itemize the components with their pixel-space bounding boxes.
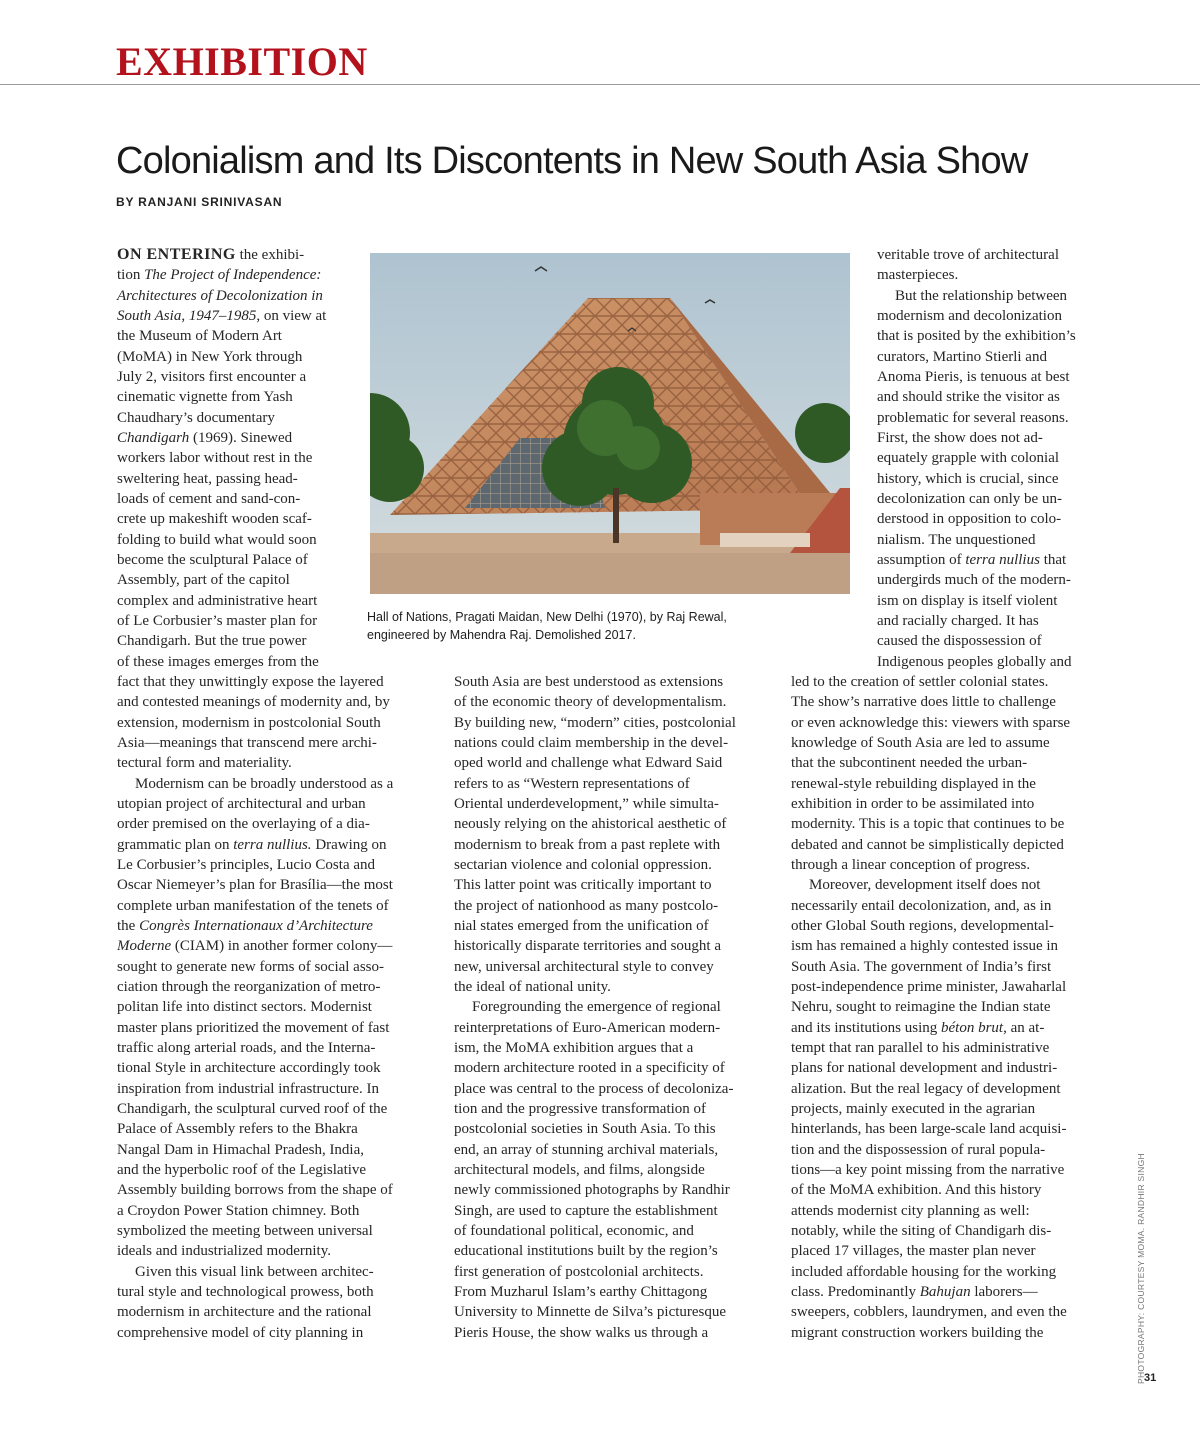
text-line: traffic along arterial roads, and the Interna- xyxy=(117,1040,376,1056)
text-line: historically disparate territories and sought a xyxy=(454,938,722,954)
text-line: loads of cement and sand-con- xyxy=(117,491,301,507)
text-line: South Asia are best understood as extensions xyxy=(454,674,724,690)
text-line: included affordable housing for the working xyxy=(791,1264,1057,1280)
text-line: and its institutions using béton brut, an at- xyxy=(791,1020,1045,1036)
text-line: that is posited by the exhibition’s xyxy=(877,328,1076,344)
text-line: tions—a key point missing from the narrative xyxy=(791,1162,1065,1178)
text-line: politan life into distinct sectors. Modernist xyxy=(117,999,372,1015)
text-line: July 2, visitors first encounter a xyxy=(117,369,307,385)
text-line: equately grapple with colonial xyxy=(877,450,1060,466)
text-line: alization. But the real legacy of development xyxy=(791,1081,1061,1097)
text-line: order premised on the overlaying of a dia- xyxy=(117,816,370,832)
text-line: and racially charged. It has xyxy=(877,613,1039,629)
text-line: class. Predominantly Bahujan laborers— xyxy=(791,1284,1038,1300)
text-line: From Muzharul Islam’s earthy Chittagong xyxy=(454,1284,708,1300)
text-line: assumption of terra nullius that xyxy=(877,552,1067,568)
text-line: masterpieces. xyxy=(877,267,959,283)
text-line: Chandigarh (1969). Sinewed xyxy=(117,430,293,446)
lead-in: ON ENTERING xyxy=(117,246,236,263)
text-line: notably, while the siting of Chandigarh dis- xyxy=(791,1223,1052,1239)
text-line: South Asia, 1947–1985, on view at xyxy=(117,308,327,324)
text-line: cinematic vignette from Yash xyxy=(117,389,293,405)
page-number: 31 xyxy=(1144,1372,1157,1384)
text-line: become the sculptural Palace of xyxy=(117,552,308,568)
text-line: sought to generate new forms of social asso- xyxy=(117,959,385,975)
text-line: This latter point was critically important to xyxy=(454,877,712,893)
text-line: complex and administrative heart xyxy=(117,593,318,609)
text-line: first generation of postcolonial architects. xyxy=(454,1264,704,1280)
text-line: new, universal architectural style to convey xyxy=(454,959,714,975)
text-line: Modernism can be broadly understood as a xyxy=(135,776,394,792)
text-line: and the hyperbolic roof of the Legislative xyxy=(117,1162,367,1178)
text-line: ON ENTERING the exhibi- xyxy=(117,246,305,263)
text-line: that the subcontinent needed the urban- xyxy=(791,755,1028,771)
text-line: exhibition in order to be assimilated into xyxy=(791,796,1035,812)
text-line: comprehensive model of city planning in xyxy=(117,1325,364,1341)
text-line: architectural models, and films, alongside xyxy=(454,1162,705,1178)
text-line: debated and cannot be simplistically depicted xyxy=(791,837,1064,853)
text-line: necessarily entail decolonization, and, as in xyxy=(791,898,1052,914)
text-line: grammatic plan on terra nullius. Drawing on xyxy=(117,837,387,853)
text-line: tempt that ran parallel to his administrative xyxy=(791,1040,1050,1056)
text-line: tion and the dispossession of rural popula- xyxy=(791,1142,1046,1158)
text-line: tural style and technological prowess, both xyxy=(117,1284,374,1300)
text-line: renewal-style rebuilding displayed in the xyxy=(791,776,1036,792)
text-line: postcolonial societies in South Asia. To this xyxy=(454,1121,716,1137)
text-line: Given this visual link between architec- xyxy=(135,1264,374,1280)
text-line: derstood in opposition to colo- xyxy=(877,511,1062,527)
text-line: caused the dispossession of xyxy=(877,633,1042,649)
text-line: history, which is crucial, since xyxy=(877,471,1059,487)
text-line: modernism to break from a past replete with xyxy=(454,837,721,853)
text-line: nial states emerged from the unification of xyxy=(454,918,709,934)
text-line: neously relying on the ahistorical aesthetic of xyxy=(454,816,727,832)
text-line: Chaudhary’s documentary xyxy=(117,410,275,426)
text-line: modernism and decolonization xyxy=(877,308,1062,324)
text-line: led to the creation of settler colonial states. xyxy=(791,674,1049,690)
byline: BY RANJANI SRINIVASAN xyxy=(116,195,283,209)
text-line: Moderne (CIAM) in another former colony— xyxy=(117,938,393,954)
text-line: ism on display is itself violent xyxy=(877,593,1058,609)
hall-of-nations-photo xyxy=(370,253,850,594)
text-line: tional Style in architecture accordingly took xyxy=(117,1060,381,1076)
text-line: other Global South regions, developmental- xyxy=(791,918,1054,934)
text-line: Le Corbusier’s principles, Lucio Costa and xyxy=(117,857,376,873)
text-line: master plans prioritized the movement of fast xyxy=(117,1020,390,1036)
text-line: Oscar Niemeyer’s plan for Brasília—the most xyxy=(117,877,393,893)
text-line: Architectures of Decolonization in xyxy=(117,288,323,304)
article-headline: Colonialism and Its Discontents in New South Asia Show xyxy=(116,140,1028,182)
text-line: sweepers, cobblers, laundrymen, and even the xyxy=(791,1304,1067,1320)
text-line: sweltering heat, passing head- xyxy=(117,471,298,487)
text-line: placed 17 villages, the master plan never xyxy=(791,1243,1036,1259)
text-line: of foundational political, economic, and xyxy=(454,1223,694,1239)
text-line: crete up makeshift wooden scaf- xyxy=(117,511,312,527)
text-line: projects, mainly executed in the agrarian xyxy=(791,1101,1036,1117)
text-line: Foregrounding the emergence of regional xyxy=(472,999,721,1015)
text-line: Chandigarh. But the true power xyxy=(117,633,307,649)
text-line: and should strike the visitor as xyxy=(877,389,1060,405)
text-line: tion and the progressive transformation of xyxy=(454,1101,707,1117)
text-line: inspiration from industrial infrastructure. In xyxy=(117,1081,380,1097)
text-line: knowledge of South Asia are led to assume xyxy=(791,735,1050,751)
text-line: of Le Corbusier’s master plan for xyxy=(117,613,318,629)
text-line: migrant construction workers building the xyxy=(791,1325,1044,1341)
text-line: Singh, are used to capture the establishment xyxy=(454,1203,718,1219)
text-line: University to Minnette de Silva’s picturesque xyxy=(454,1304,727,1320)
text-line: decolonization can only be un- xyxy=(877,491,1062,507)
text-line: plans for national development and industri- xyxy=(791,1060,1058,1076)
text-line: attends modernist city planning as well: xyxy=(791,1203,1030,1219)
text-line: Chandigarh, the sculptural curved roof of the xyxy=(117,1101,388,1117)
text-line: newly commissioned photographs by Randhir xyxy=(454,1182,730,1198)
text-line: curators, Martino Stierli and xyxy=(877,349,1047,365)
text-line: First, the show does not ad- xyxy=(877,430,1043,446)
text-line: tectural form and materiality. xyxy=(117,755,292,771)
text-line: extension, modernism in postcolonial South xyxy=(117,715,381,731)
text-line: workers labor without rest in the xyxy=(117,450,313,466)
text-line: Nangal Dam in Himachal Pradesh, India, xyxy=(117,1142,365,1158)
text-line: complete urban manifestation of the tenets of xyxy=(117,898,389,914)
text-line: Palace of Assembly refers to the Bhakra xyxy=(117,1121,358,1137)
text-line: Moreover, development itself does not xyxy=(809,877,1041,893)
text-line: or even acknowledge this: viewers with sparse xyxy=(791,715,1071,731)
text-line: and contested meanings of modernity and, by xyxy=(117,694,390,710)
text-line: post-independence prime minister, Jawaharlal xyxy=(791,979,1067,995)
text-line: of the economic theory of developmentalism. xyxy=(454,694,727,710)
text-line: nations could claim membership in the devel- xyxy=(454,735,729,751)
text-line: tion The Project of Independence: xyxy=(117,267,322,283)
photo-credit: PHOTOGRAPHY: COURTESY MOMA. RANDHIR SINGH xyxy=(1136,1153,1146,1384)
section-label: EXHIBITION xyxy=(116,39,368,84)
text-line: educational institutions built by the region’s xyxy=(454,1243,718,1259)
text-line: Assembly, part of the capitol xyxy=(117,572,290,588)
text-line: the Museum of Modern Art xyxy=(117,328,282,344)
text-line: sectarian violence and colonial oppression. xyxy=(454,857,712,873)
caption-line: Hall of Nations, Pragati Maidan, New Delhi (1970), by Raj Rewal, xyxy=(367,610,727,624)
text-line: through a linear conception of progress. xyxy=(791,857,1031,873)
text-line: But the relationship between xyxy=(895,288,1068,304)
text-line: of these images emerges from the xyxy=(117,654,319,670)
header-rule xyxy=(0,84,1200,85)
text-line: a Croydon Power Station chimney. Both xyxy=(117,1203,360,1219)
text-line: modernism in architecture and the rational xyxy=(117,1304,372,1320)
text-line: Oriental underdevelopment,” while simulta- xyxy=(454,796,719,812)
text-line: the ideal of national unity. xyxy=(454,979,611,995)
text-line: end, an array of stunning archival materials, xyxy=(454,1142,719,1158)
text-line: Anoma Pieris, is tenuous at best xyxy=(877,369,1070,385)
text-line: of the MoMA exhibition. And this history xyxy=(791,1182,1042,1198)
text-line: By building new, “modern” cities, postcolonial xyxy=(454,715,736,731)
caption-line: engineered by Mahendra Raj. Demolished 2017. xyxy=(367,628,636,642)
text-line: nialism. The unquestioned xyxy=(877,532,1036,548)
text-line: The show’s narrative does little to challenge xyxy=(791,694,1056,710)
text-line: refers to as “Western representations of xyxy=(454,776,690,792)
text-line: Pieris House, the show walks us through a xyxy=(454,1325,709,1341)
text-line: modern architecture rooted in a specificity of xyxy=(454,1060,725,1076)
text-line: undergirds much of the modern- xyxy=(877,572,1071,588)
text-line: place was central to the process of decoloniza- xyxy=(454,1081,734,1097)
text-line: modernity. This is a topic that continues to be xyxy=(791,816,1065,832)
text-line: veritable trove of architectural xyxy=(877,247,1059,263)
text-line: South Asia. The government of India’s first xyxy=(791,959,1052,975)
text-line: the Congrès Internationaux d’Architecture xyxy=(117,918,373,934)
text-line: Nehru, sought to reimagine the Indian state xyxy=(791,999,1051,1015)
text-line: Asia—meanings that transcend mere archi- xyxy=(117,735,377,751)
text-line: oped world and challenge what Edward Said xyxy=(454,755,723,771)
text-line: utopian project of architectural and urban xyxy=(117,796,366,812)
text-line: ism has remained a highly contested issue in xyxy=(791,938,1059,954)
text-line: problematic for several reasons. xyxy=(877,410,1069,426)
text-line: hinterlands, has been large-scale land acquisi- xyxy=(791,1121,1067,1137)
text-line: ism, the MoMA exhibition argues that a xyxy=(454,1040,694,1056)
text-line: reinterpretations of Euro-American modern- xyxy=(454,1020,721,1036)
text-line: (MoMA) in New York through xyxy=(117,349,303,365)
text-line: Assembly building borrows from the shape of xyxy=(117,1182,393,1198)
text-line: ciation through the reorganization of metro- xyxy=(117,979,381,995)
text-line: Indigenous peoples globally and xyxy=(877,654,1072,670)
text-line: the project of nationhood as many postcolo- xyxy=(454,898,719,914)
text-line: ideals and industrialized modernity. xyxy=(117,1243,331,1259)
text-line: fact that they unwittingly expose the layered xyxy=(117,674,384,690)
text-line: symbolized the meeting between universal xyxy=(117,1223,373,1239)
photo-caption xyxy=(367,608,797,644)
text-line: folding to build what would soon xyxy=(117,532,317,548)
